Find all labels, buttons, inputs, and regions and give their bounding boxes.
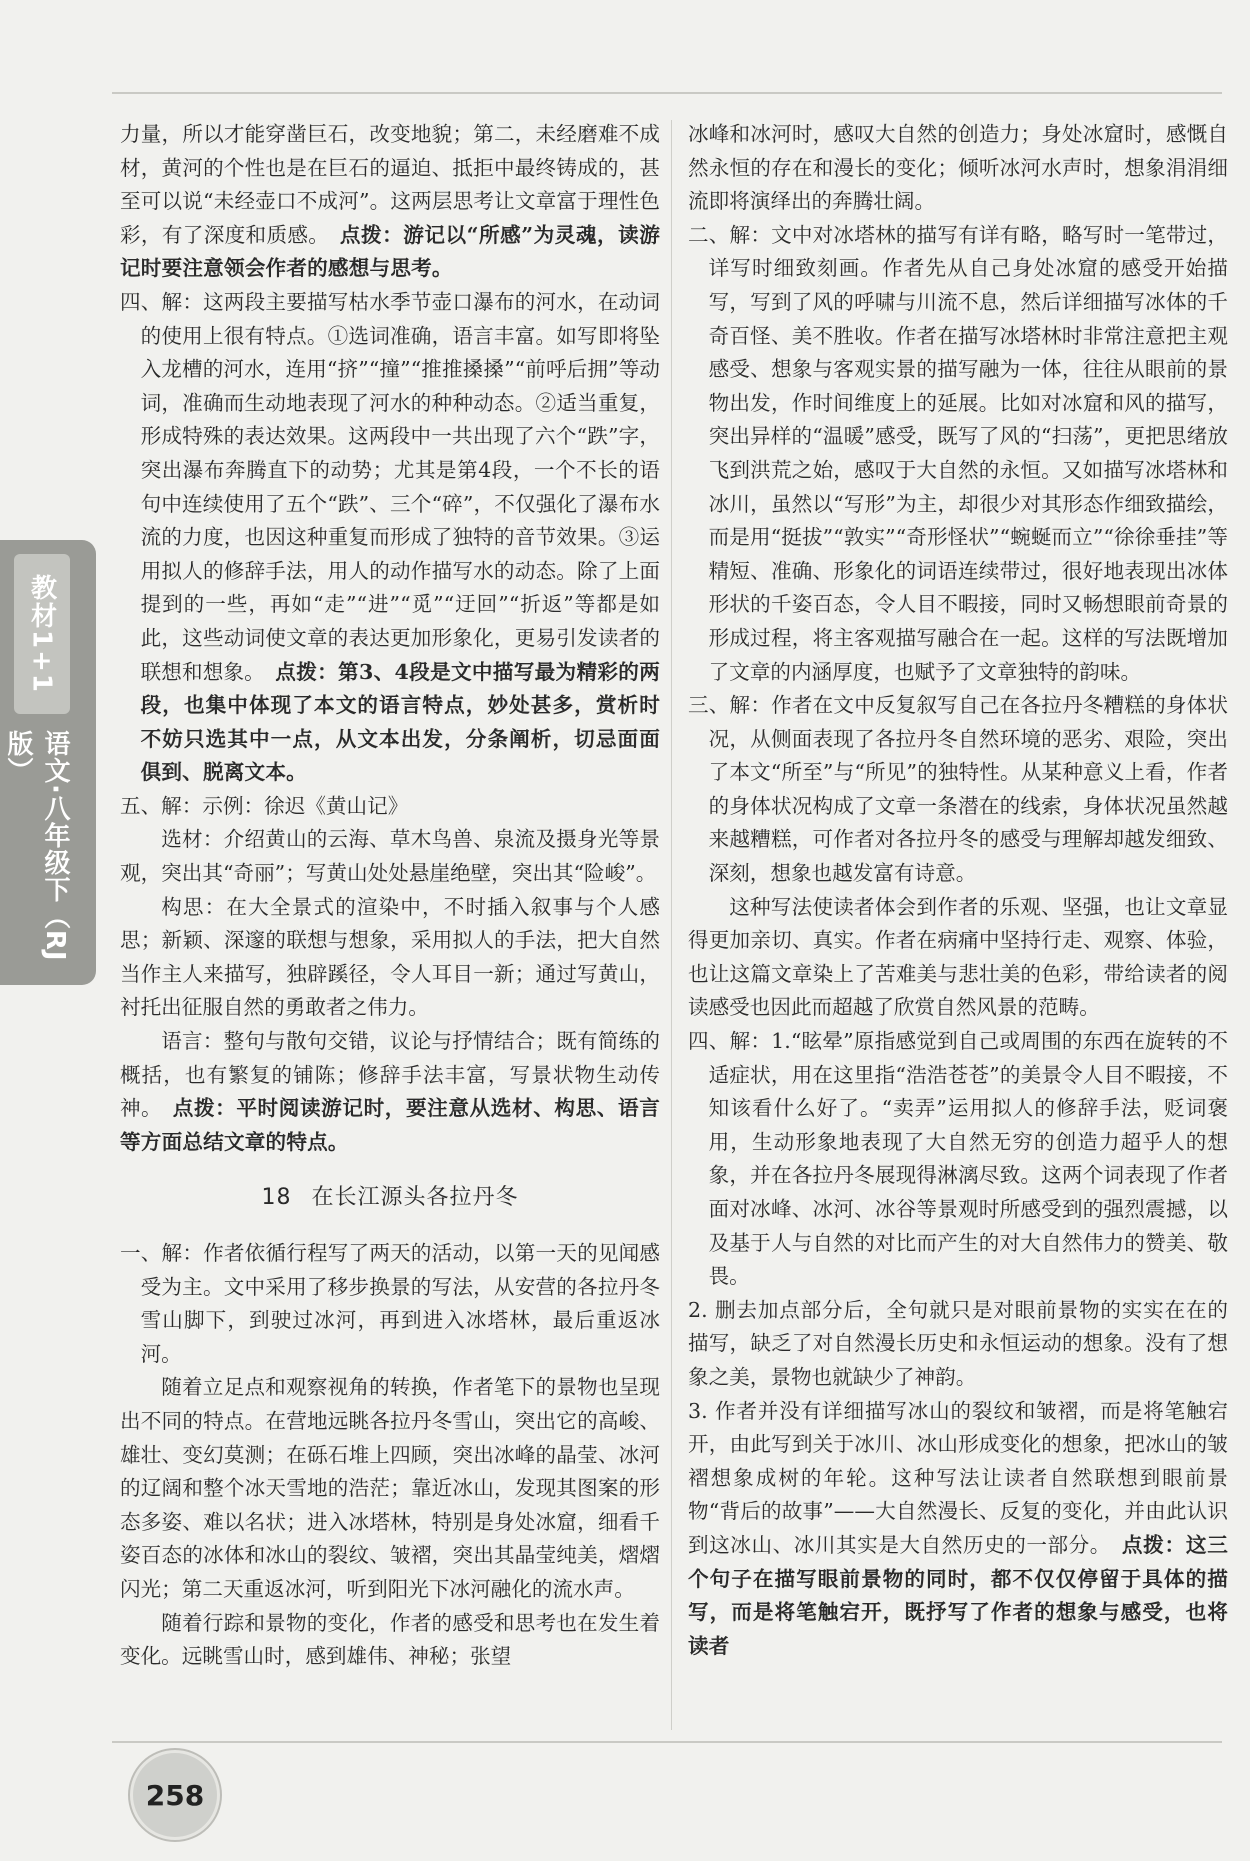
header-rule xyxy=(112,92,1222,94)
answer-item: 四、解：1.“眩晕”原指感觉到自己或周围的东西在旋转的不适症状，用在这里指“浩浩苍苍”的美景令人目不暇接，不知该看什么好了。“卖弄”运用拟人的修辞手法，贬词褒用，生动形象地表现了大自然无穷的创造力超乎人的想象，并在各拉丹冬展现得淋漓尽致。这两个词表现了作者面对冰峰、冰河、冰谷等景观时所感受到的强烈震撼，以及基于人与自然的对比而产生的对大自然伟力的赞美、敬畏。 xyxy=(688,1029,1228,1289)
answer-item: 五、解：示例：徐迟《黄山记》 xyxy=(120,793,409,818)
paragraph: 语言：整句与散句交错，议论与抒情结合；既有简练的概括，也有繁复的铺陈；修辞手法丰富，写景状物生动传神。 点拨：平时阅读游记时，要注意从选材、构思、语言等方面总结文章的特点。 xyxy=(120,1029,661,1154)
tip-note: 点拨：平时阅读游记时，要注意从选材、构思、语言等方面总结文章的特点。 xyxy=(120,1096,661,1154)
answer-item: 三、解：作者在文中反复叙写自己在各拉丹冬糟糕的身体状况，从侧面表现了各拉丹冬自然环境的恶劣、艰险，突出了本文“所至”与“所见”的独特性。从某种意义上看，作者的身体状况构成了文章一条潜在的线索，身体状况虽然越来越糟糕，可作者对各拉丹冬的感受与理解却越发细致、深刻，想象也越发富有诗意。 xyxy=(688,693,1228,886)
paragraph: 力量，所以才能穿凿巨石，改变地貌；第二，未经磨难不成材，黄河的个性也是在巨石的逼迫、抵拒中最终铸成的，甚至可以说“未经壶口不成河”。这两层思考让文章富于理性色彩，有了深度和质感。 点拨：游记以“所感”为灵魂，读游记时要注意领会作者的感想与思考。 xyxy=(120,122,661,281)
right-column xyxy=(688,118,1228,1663)
tip-note: 点拨：第3、4段是文中描写最为精彩的两段，也集中体现了本文的语言特点，妙处甚多，赏析时不妨只选其中一点，从文本出发，分条阐析，切忌面面俱到、脱离文本。 xyxy=(140,659,660,785)
section-title: 在长江源头各拉丹冬 xyxy=(311,1185,519,1211)
column-divider xyxy=(671,120,672,1730)
tip-note: 点拨：游记以“所感”为灵魂，读游记时要注意领会作者的感想与思考。 xyxy=(120,222,661,281)
answer-item: 一、解：作者依循行程写了两天的活动，以第一天的见闻感受为主。文中采用了移步换景的写法，从安营的各拉丹冬雪山脚下，到驶过冰河，再到进入冰塔林，最后重返冰河。 xyxy=(120,1241,660,1366)
side-tab xyxy=(0,540,96,985)
paragraph: 冰峰和冰河时，感叹大自然的创造力；身处冰窟时，感慨自然永恒的存在和漫长的变化；倾听冰河水声时，想象涓涓细流即将演绎出的奔腾壮阔。 xyxy=(688,122,1228,214)
page-number: 258 xyxy=(130,1750,220,1840)
section-heading xyxy=(120,1181,660,1215)
answer-item: 二、解：文中对冰塔林的描写有详有略，略写时一笔带过，详写时细致刻画。作者先从自己身处冰窟的感受开始描写，写到了风的呼啸与川流不息，然后详细描写冰体的千奇百怪、美不胜收。作者在描写冰塔林时非常注意把主观感受、想象与客观实景的描写融为一体，往往从眼前的景物出发，作时间维度上的延展。比如对冰窟和风的描写，突出异样的“温暖”感受，既写了风的“扫荡”，更把思绪放飞到洪荒之始，感叹于大自然的永恒。又如描写冰塔林和冰川，虽然以“写形”为主，却很少对其形态作细致描绘，而是用“挺拔”“敦实”“奇形怪状”“蜿蜒而立”“徐徐垂挂”等精短、准确、形象化的词语连续带过，很好地表现出冰体形状的千姿百态，令人目不暇接，同时又畅想眼前奇景的形成过程，将主客观描写融合在一起。这样的写法既增加了文章的内涵厚度，也赋予了文章独特的韵味。 xyxy=(688,222,1228,684)
subject-label: 语文·八年级下（RJ版） xyxy=(3,730,70,962)
series-badge: 教材1+1 xyxy=(14,554,70,714)
left-column xyxy=(120,118,660,1674)
paragraph: 随着行踪和景物的变化，作者的感受和思考也在发生着变化。远眺雪山时，感到雄伟、神秘；张望 xyxy=(120,1610,660,1669)
paragraph: 选材：介绍黄山的云海、草木鸟兽、泉流及摄身光等景观，突出其“奇丽”；写黄山处处悬崖绝壁，突出其“险峻”。 xyxy=(120,827,660,886)
answer-subitem: 3. 作者并没有详细描写冰山的裂纹和皱褶，而是将笔触宕开，由此写到关于冰川、冰山形成变化的想象，把冰山的皱褶想象成树的年轮。这种写法让读者自然联想到眼前景物“背后的故事”——大自然漫长、反复的变化，并由此认识到这冰山、冰川其实是大自然历史的一部分。 点拨：这三个句子在描写眼前景物的同时，都不仅仅停留于具体的描写，而是将笔触宕开，既抒写了作者的想象与感受，也将读者 xyxy=(688,1398,1229,1658)
tip-note: 点拨：这三个句子在描写眼前景物的同时，都不仅仅停留于具体的描写，而是将笔触宕开，既抒写了作者的想象与感受，也将读者 xyxy=(688,1532,1229,1658)
answer-subitem: 2. 删去加点部分后，全句就只是对眼前景物的实实在在的描写，缺乏了对自然漫长历史和永恒运动的想象。没有了想象之美，景物也就缺少了神韵。 xyxy=(688,1297,1228,1389)
answer-item: 四、解：这两段主要描写枯水季节壶口瀑布的河水，在动词的使用上很有特点。①选词准确，语言丰富。如写即将坠入龙槽的河水，连用“挤”“撞”“推推搡搡”“前呼后拥”等动词，准确而生动地表现了河水的种种动态。②适当重复，形成特殊的表达效果。这两段中一共出现了六个“跌”字，突出瀑布奔腾直下的动势；尤其是第4段，一个不长的语句中连续使用了五个“跌”、三个“碎”，不仅强化了瀑布水流的力度，也因这种重复而形成了独特的音节效果。③运用拟人的修辞手法，用人的动作描写水的动态。除了上面提到的一些，再如“走”“进”“觅”“迂回”“折返”等都是如此，这些动词使文章的表达更加形象化，更易引发读者的联想和想象。 点拨：第3、4段是文中描写最为精彩的两段，也集中体现了本文的语言特点，妙处甚多，赏析时不妨只选其中一点，从文本出发，分条阐析，切忌面面俱到、脱离文本。 xyxy=(120,289,660,785)
paragraph: 随着立足点和观察视角的转换，作者笔下的景物也呈现出不同的特点。在营地远眺各拉丹冬雪山，突出它的高峻、雄壮、变幻莫测；在砾石堆上四顾，突出冰峰的晶莹、冰河的辽阔和整个冰天雪地的浩茫；靠近冰山，发现其图案的形态多姿、难以名状；进入冰塔林，特别是身处冰窟，细看千姿百态的冰体和冰山的裂纹、皱褶，突出其晶莹纯美，熠熠闪光；第二天重返冰河，听到阳光下冰河融化的流水声。 xyxy=(120,1375,660,1601)
paragraph: 这种写法使读者体会到作者的乐观、坚强，也让文章显得更加亲切、真实。作者在病痛中坚持行走、观察、体验，也让这篇文章染上了苦难美与悲壮美的色彩，带给读者的阅读感受也因此而超越了欣赏自然风景的范畴。 xyxy=(688,894,1228,1020)
paragraph: 构思：在大全景式的渲染中，不时插入叙事与个人感思；新颖、深邃的联想与想象，采用拟人的手法，把大自然当作主人来描写，独辟蹊径，令人耳目一新；通过写黄山，衬托出征服自然的勇敢者之伟力。 xyxy=(120,894,660,1020)
footer-rule xyxy=(112,1741,1222,1743)
section-number: 18 xyxy=(261,1185,292,1211)
